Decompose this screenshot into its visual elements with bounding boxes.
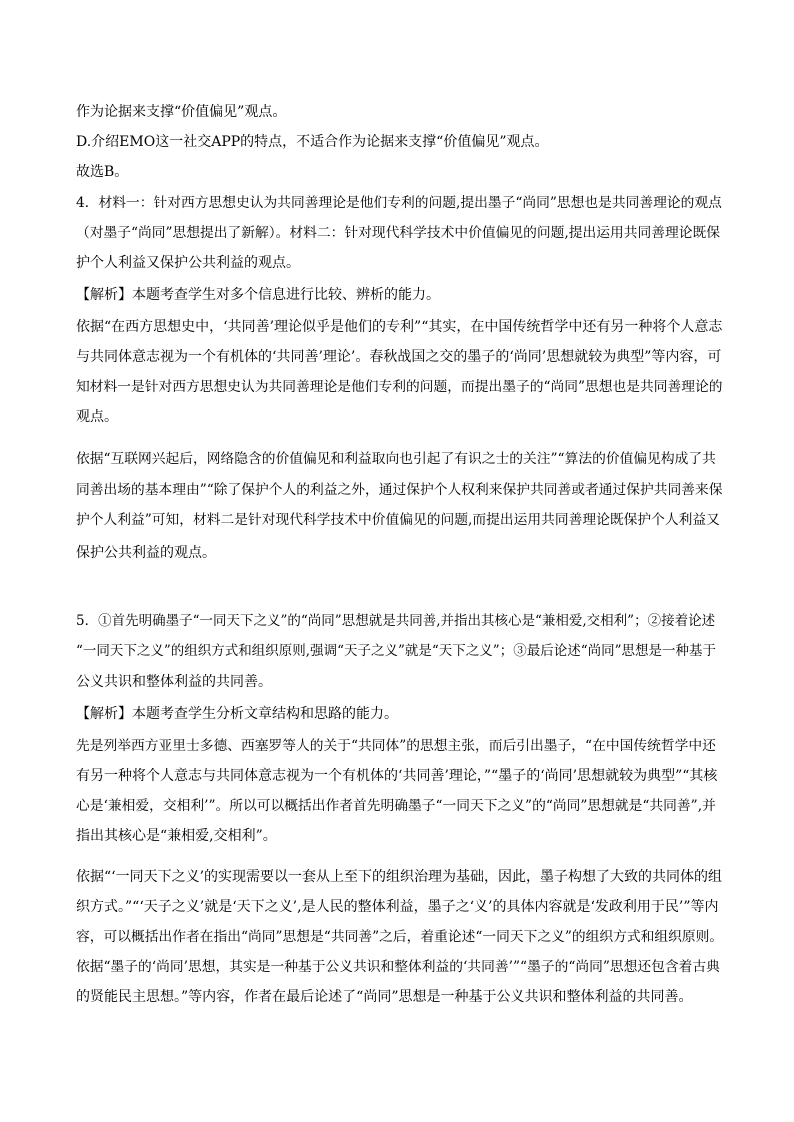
- answer-4-text-line-3: 护个人利益又保护公共利益的观点。: [76, 255, 300, 271]
- answer-4-analysis-heading: 【解析】本题考查学生对多个信息进行比较、辨析的能力。: [76, 287, 440, 303]
- answer-4-analysis-line-4: 观点。: [76, 409, 118, 425]
- answer-5-text-line-2: “一同天下之义”的组织方式和组织原则,强调“天子之义”就是“天下之义”；③最后论述“尚同”思想是一种基于: [76, 643, 717, 659]
- answer-4-analysis-line-7: 护个人利益”可知，材料二是针对现代科学技术中价值偏见的问题,而提出运用共同善理论既保护个人利益又: [76, 512, 720, 528]
- answer-5-text-line-3: 公义共识和整体利益的共同善。: [76, 674, 272, 690]
- answer-5-analysis-line-9: 的贤能民主思想。”等内容，作者在最后论述了“尚同”思想是一种基于公义共识和整体利益的共同善。: [76, 989, 693, 1005]
- answer-3-text-line-1: 作为论据来支撑“价值偏见”观点。: [76, 104, 287, 120]
- answer-4-analysis-line-8: 保护公共利益的观点。: [76, 545, 216, 561]
- answer-4-text-line-1: 4．材料一：针对西方思想史认为共同善理论是他们专利的问题,提出墨子“尚同”思想也是共同善理论的观点: [76, 195, 722, 211]
- answer-5-analysis-line-1: 先是列举西方亚里士多德、西塞罗等人的关于“共同体”的思想主张，而后引出墨子，“在中国传统哲学中还: [76, 738, 716, 754]
- answer-4-analysis-line-1: 依据“在西方思想史中，‘共同善’理论似乎是他们的专利”“其实，在中国传统哲学中还有另一种将个人意志: [76, 319, 723, 335]
- answer-3-choice: 故选B。: [76, 164, 129, 180]
- answer-4-analysis-line-3: 知材料一是针对西方思想史认为共同善理论是他们专利的问题，而提出墨子的“尚同”思想也是共同善理论的: [76, 379, 723, 395]
- answer-5-analysis-line-7: 容，可以概括出作者在指出“尚同”思想是“共同善”之后，着重论述“一同天下之义”的组织方式和组织原则。: [76, 929, 724, 945]
- answer-5-analysis-line-6: 织方式。”“‘天子之义’就是‘天下之义’,是人民的整体利益，墨子之‘义’的具体内容就是‘发政利用于民’”等内: [76, 899, 719, 915]
- answer-4-analysis-line-6: 同善出场的基本理由”“除了保护个人的利益之外，通过保护个人权利来保护共同善或者通过保护共同善来保: [76, 482, 723, 498]
- answer-5-analysis-line-2: 有另一种将个人意志与共同体意志视为一个有机体的‘共同善’理论，”“墨子的‘尚同’思想就较为典型”“其核: [76, 768, 718, 784]
- answer-5-analysis-line-5: 依据“‘一同天下之义’的实现需要以一套从上至下的组织治理为基础，因此，墨子构想了大致的共同体的组: [76, 869, 723, 885]
- answer-5-analysis-heading: 【解析】本题考查学生分析文章结构和思路的能力。: [76, 706, 398, 722]
- answer-5-text-line-1: 5．①首先明确墨子“一同天下之义”的“尚同”思想就是共同善,并指出其核心是“兼相爱,交相利”；②接着论述: [76, 613, 716, 629]
- answer-4-analysis-line-5: 依据“互联网兴起后，网络隐含的价值偏见和利益取向也引起了有识之士的关注”“算法的价值偏见构成了共: [76, 451, 716, 467]
- answer-3-option-d: D.介绍EMO这一社交APP的特点，不适合作为论据来支撑“价值偏见”观点。: [76, 134, 549, 150]
- answer-4-analysis-line-2: 与共同体意志视为一个有机体的‘共同善’理论’。春秋战国之交的墨子的‘尚同’思想就较为典型”等内容，可: [76, 349, 722, 365]
- answer-4-text-line-2: （对墨子“尚同”思想提出了新解）。材料二：针对现代科学技术中价值偏见的问题,提出运用共同善理论既保: [76, 225, 721, 241]
- answer-5-analysis-line-3: 心是‘兼相爱，交相利’”。所以可以概括出作者首先明确墨子“一同天下之义”的“尚同”思想就是“共同善”,并: [76, 798, 716, 814]
- answer-5-analysis-line-8: 依据“墨子的‘尚同’思想，其实是一种基于公义共识和整体利益的‘共同善’”“墨子的“尚同”思想还包含着古典: [76, 959, 720, 975]
- answer-5-analysis-line-4: 指出其核心是“兼相爱,交相利”。: [76, 828, 277, 844]
